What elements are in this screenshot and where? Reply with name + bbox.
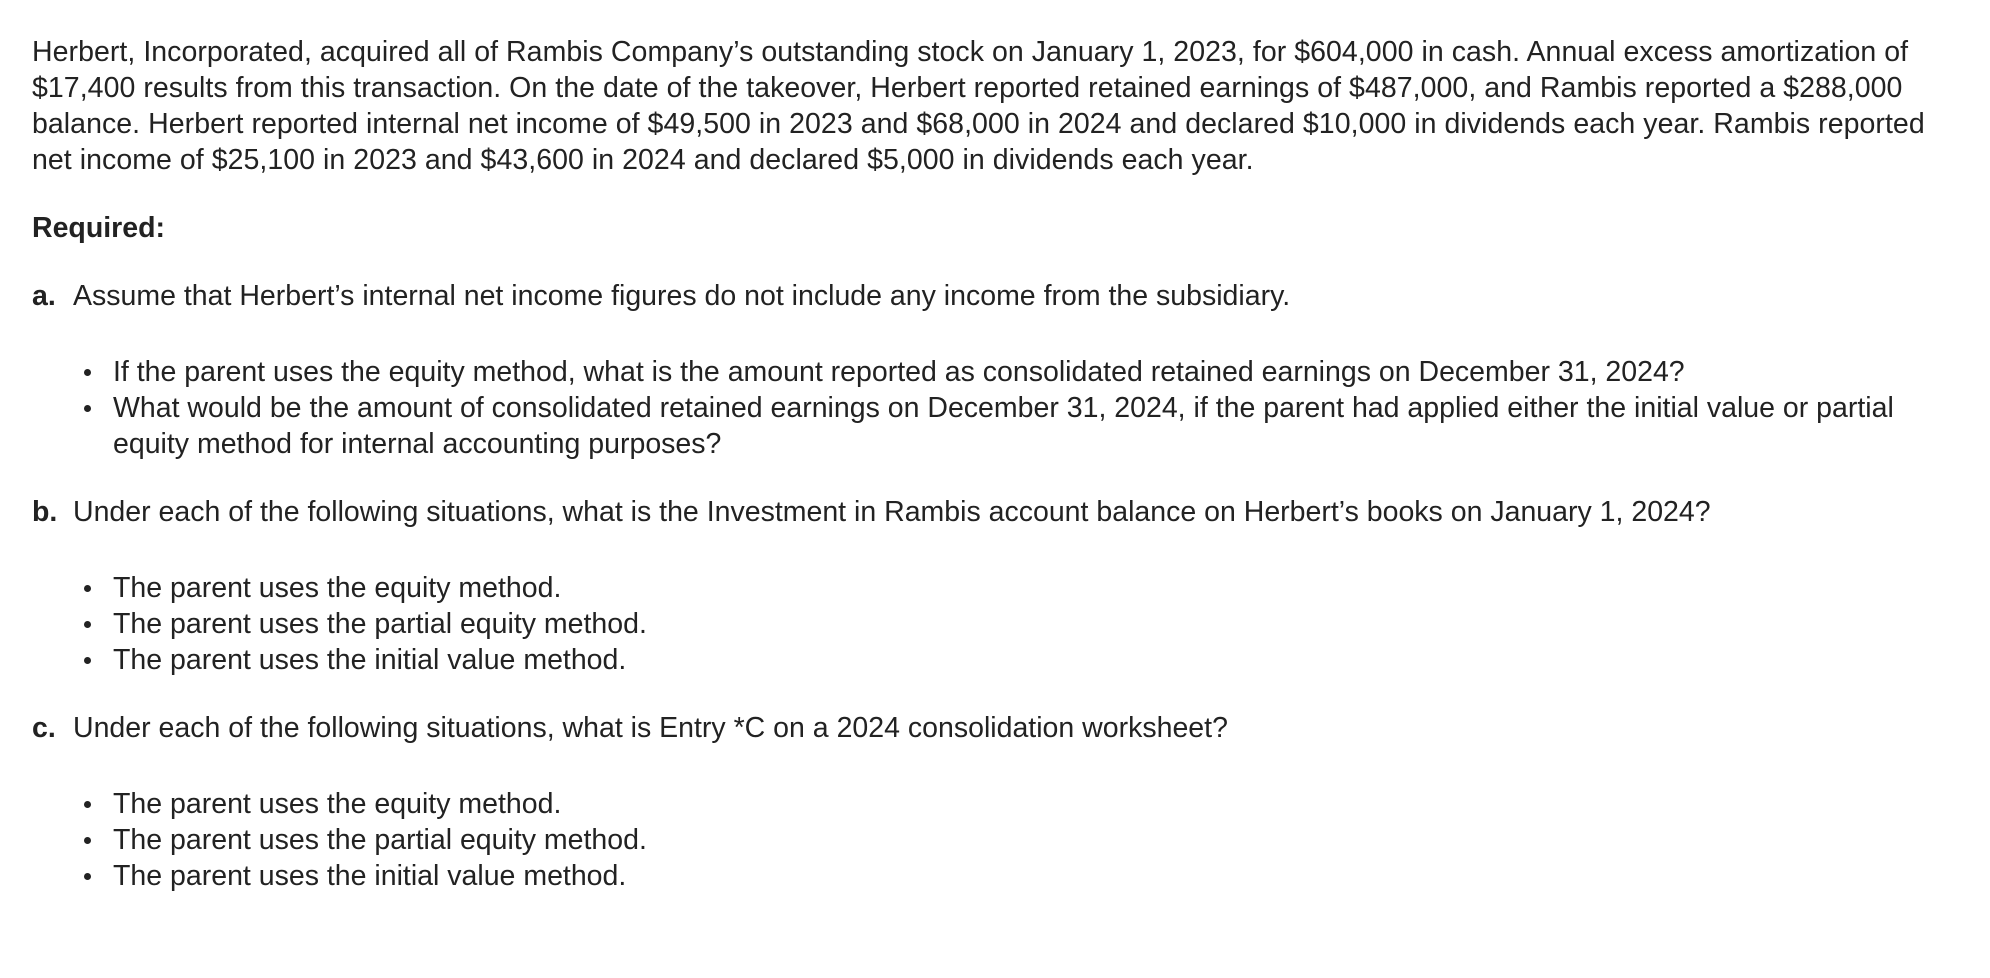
question-b-letter: b. xyxy=(32,496,58,528)
question-a-bullets xyxy=(32,354,1933,462)
required-heading: Required: xyxy=(32,212,166,244)
question-c-letter: c. xyxy=(32,712,56,744)
question-a-letter: a. xyxy=(32,280,56,312)
bullet-item: The parent uses the initial value method. xyxy=(113,642,1933,678)
question-b-text: Under each of the following situations, what is the Investment in Rambis account balance on Herbert’s books on January 1, 2024? xyxy=(73,496,1711,528)
question-c-text: Under each of the following situations, what is Entry *C on a 2024 consolidation worksheet? xyxy=(73,712,1228,744)
bullet-item: If the parent uses the equity method, what is the amount reported as consolidated retained earnings on December 31, 2024? xyxy=(113,354,1933,390)
question-b-bullets xyxy=(32,570,1933,678)
bullet-item: The parent uses the equity method. xyxy=(113,786,1933,822)
question-c-bullets xyxy=(32,786,1933,894)
bullet-item: The parent uses the initial value method. xyxy=(113,858,1933,894)
question-c xyxy=(32,710,1958,746)
bullet-item: What would be the amount of consolidated retained earnings on December 31, 2024, if the parent had applied either the initial value or partial equity method for internal accounting purposes? xyxy=(113,390,1933,462)
question-a xyxy=(32,278,1958,314)
bullet-item: The parent uses the partial equity method. xyxy=(113,822,1933,858)
problem-intro-paragraph: Herbert, Incorporated, acquired all of Rambis Company’s outstanding stock on January 1, 2023, for $604,000 in cash. Annual excess amortization of $17,400 results from this transaction. On the date of the takeover, Herbert reported retained earnings of $487,000, and Rambis reported a $288,000 balance. Herbert reported internal net income of $49,500 in 2023 and $68,000 in 2024 and declared $10,000 in dividends each year. Rambis reported net income of $25,100 in 2023 and $43,600 in 2024 and declared $5,000 in dividends each year. xyxy=(32,36,1925,176)
bullet-item: The parent uses the partial equity method. xyxy=(113,606,1933,642)
question-b xyxy=(32,494,1958,530)
question-a-text: Assume that Herbert’s internal net income figures do not include any income from the subsidiary. xyxy=(73,280,1291,312)
bullet-item: The parent uses the equity method. xyxy=(113,570,1933,606)
